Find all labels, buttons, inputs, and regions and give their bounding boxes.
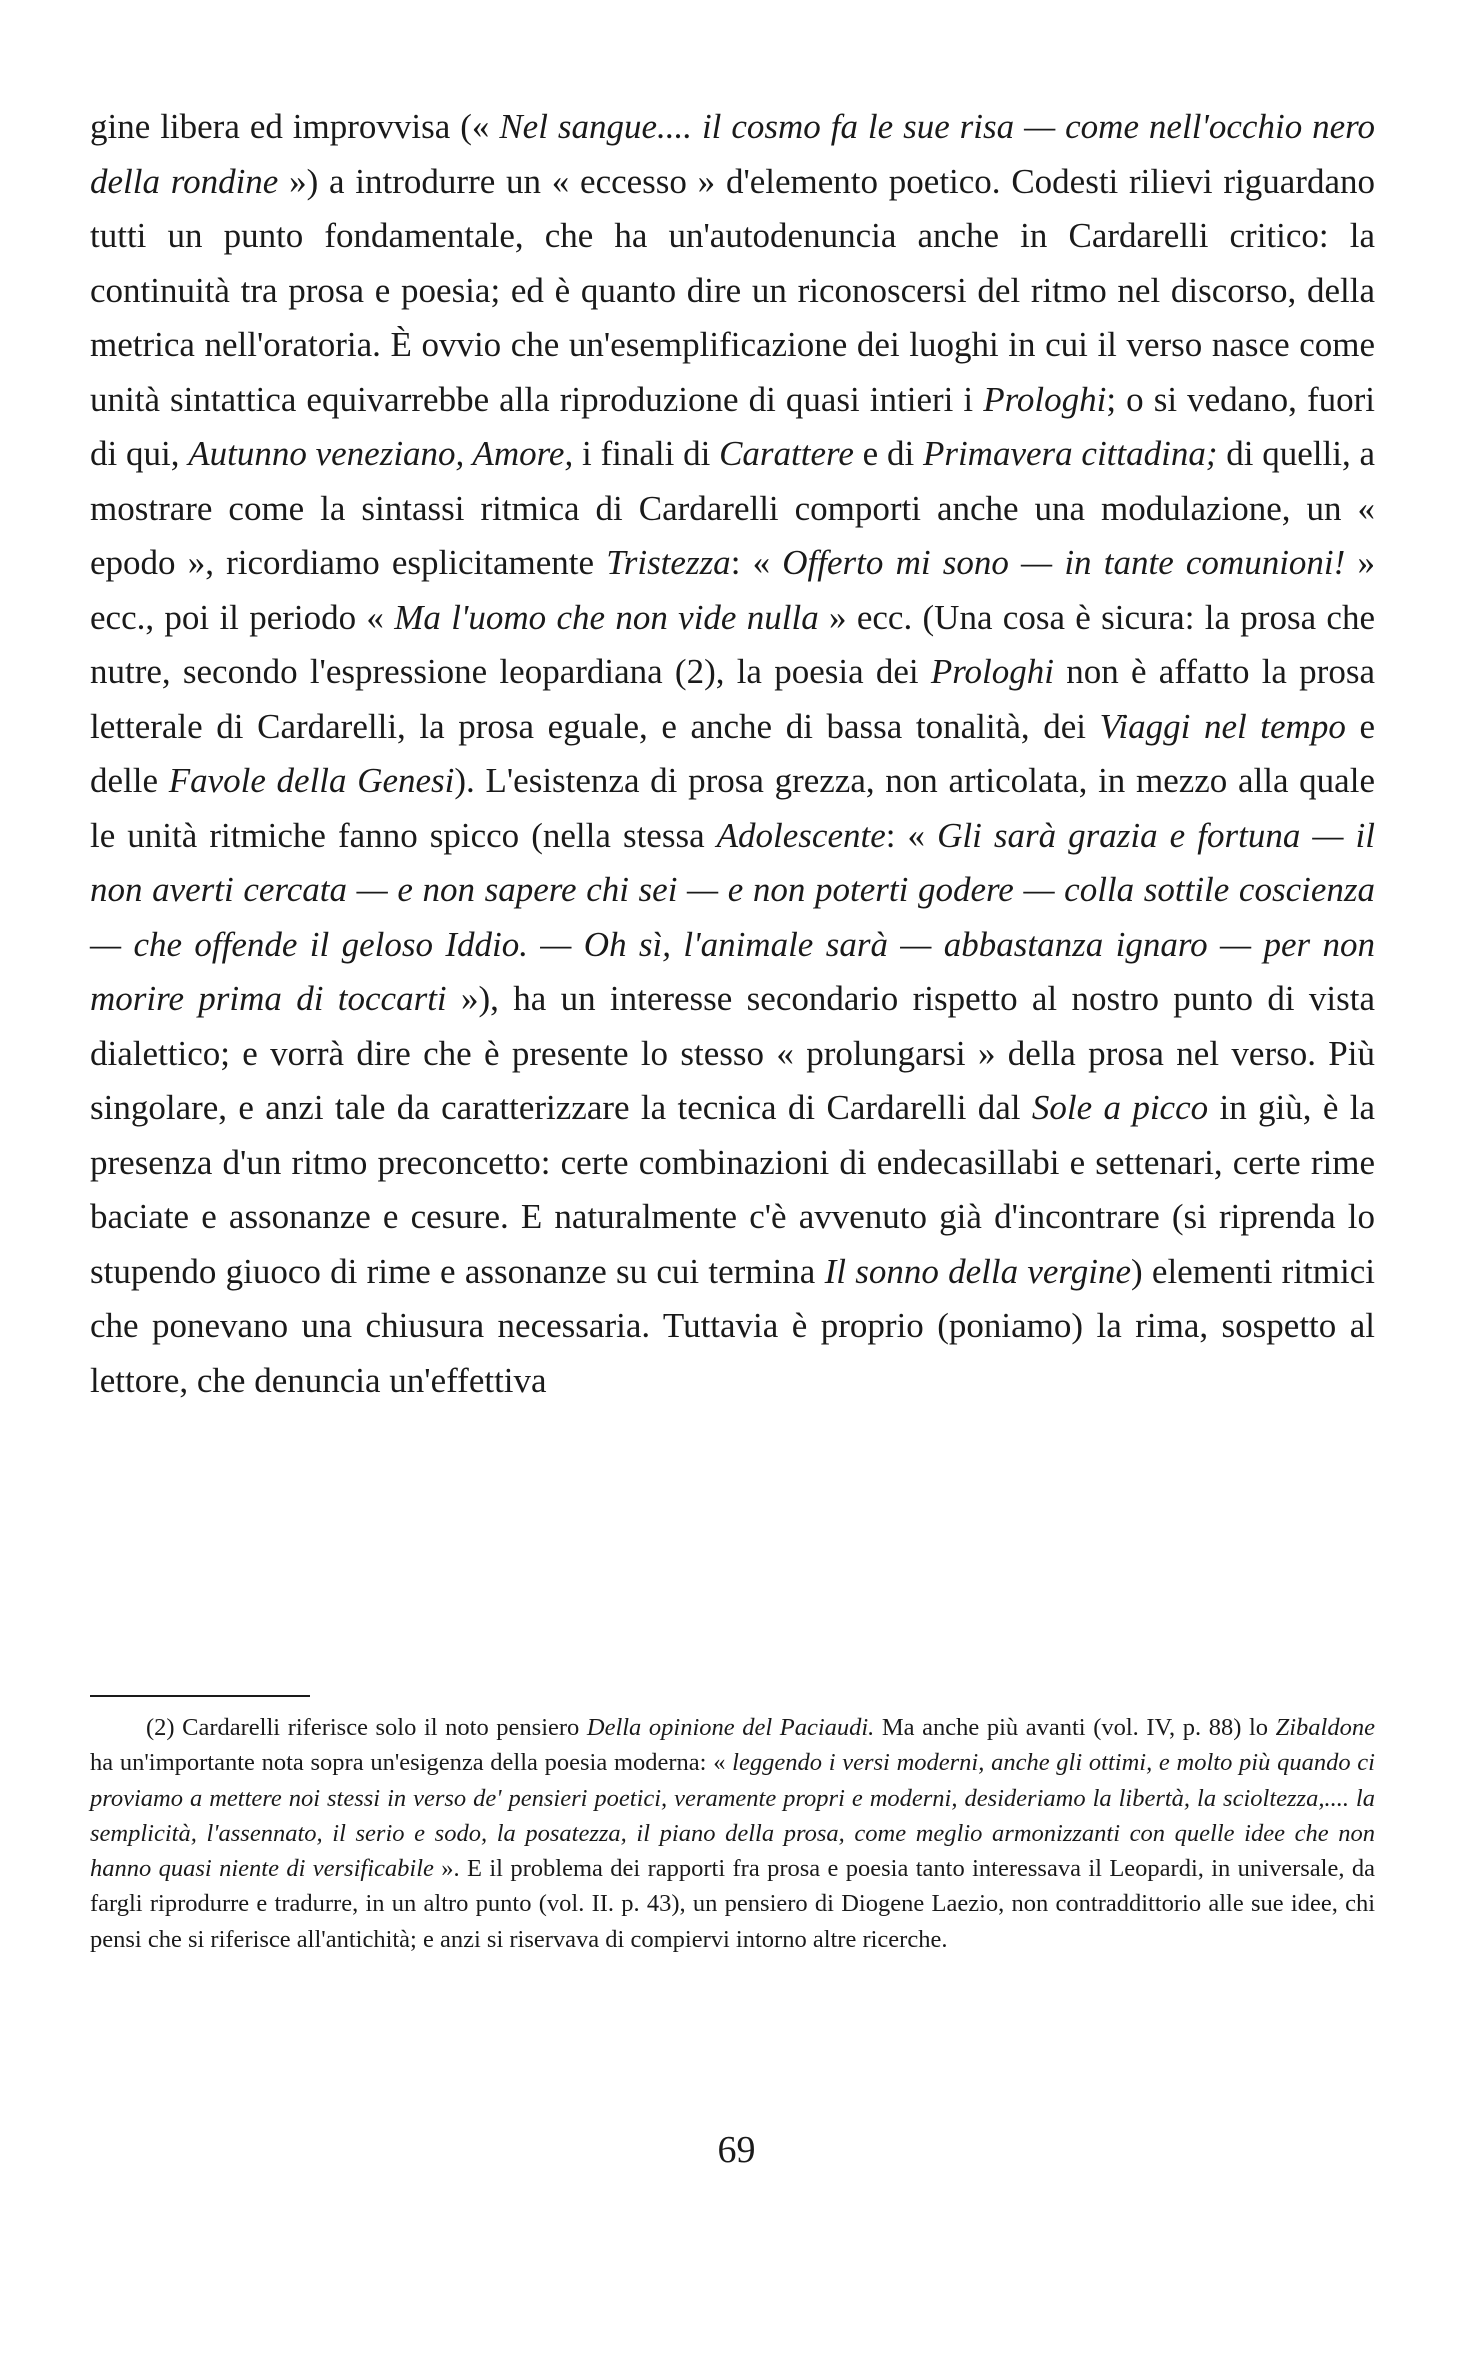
footnotes	[90, 1710, 1375, 1957]
footnote-segment: Della opinione del Paciaudi.	[586, 1714, 875, 1741]
body-segment: Sole a picco	[1031, 1088, 1209, 1127]
body-segment: Gli sarà grazia e fortuna — il non averti cercata — e non sapere chi sei — e non poterti godere — colla sottile coscienza — che offende il geloso Iddio. — Oh sì, l'animale sarà — abbastanza ignaro — per non morire prima di toccarti	[90, 815, 1375, 1018]
body-segment: Adolescente	[716, 815, 886, 855]
page-number: 69	[717, 2129, 756, 2171]
body-segment: di quelli, a mostrare come la sintassi ritmica di Cardarelli comporti anche una modulazione, un « epodo », ricordiamo esplicitamente	[90, 434, 1376, 582]
body-segment: gine libera ed improvvisa («	[90, 107, 500, 146]
body-segment: ») a introdurre un « eccesso » d'elemento poetico. Codesti rilievi riguardano tutti un punto fondamentale, che ha un'autodenuncia anche in Cardarelli critico: la continuità tra prosa e poesia; ed è quanto dire un riconoscersi del ritmo nel discorso, della metrica nell'oratoria. È ovvio che un'esemplificazione dei luoghi in cui il verso nasce come unità sintattica equivarrebbe alla riproduzione di quasi intieri i	[90, 161, 1375, 419]
footnote-segment: (2) Cardarelli riferisce solo il noto pensiero	[146, 1714, 587, 1741]
body-segment: e di	[853, 434, 923, 473]
body-segment: ). L'esistenza di prosa grezza, non articolata, in mezzo alla quale le unità ritmiche fanno spicco (nella stessa	[90, 761, 1375, 855]
body-segment: Carattere	[719, 434, 854, 473]
footnote-2	[90, 1710, 1375, 1957]
main-text	[90, 100, 1375, 1408]
body-segment: Il sonno della vergine	[824, 1251, 1131, 1291]
body-segment: non è affatto la prosa letterale di Cardarelli, la prosa eguale, e anche di bassa tonalità, dei	[90, 652, 1375, 746]
body-segment: in giù, è la presenza d'un ritmo preconcetto: certe combinazioni di endecasillabi e settenari, certe rime baciate e assonanze e cesure. E naturalmente c'è avvenuto già d'incontrare (si riprenda lo stupendo giuoco di rime e assonanze su cui termina	[90, 1088, 1375, 1291]
body-segment: Nel sangue.... il cosmo fa le sue risa — come nell'occhio nero della rondine	[90, 107, 1375, 201]
body-segment: Autunno veneziano, Amore,	[188, 434, 574, 473]
footnote-segment: ». E il problema dei rapporti fra prosa e poesia tanto interessava il Leopardi, in universale, da fargli riprodurre e tradurre, in un altro punto (vol. II. p. 43), un pensiero di Diogene Laezio, non contraddittorio alle sue idee, chi pensi che si riferisce all'antichità; e anzi si riservava di compiervi intorno altre ricerche.	[90, 1855, 1375, 1953]
body-segment: Prologhi	[930, 652, 1055, 691]
body-segment: e delle	[90, 706, 1375, 800]
body-segment: Ma l'uomo che non vide nulla	[394, 597, 819, 637]
body-segment: Primavera cittadina;	[922, 434, 1218, 473]
body-segment: Offerto mi sono — in tante comunioni!	[782, 543, 1346, 582]
body-segment: ; o si vedano, fuori di qui,	[90, 379, 1375, 473]
footnote-segment: ha un'importante nota sopra un'esigenza della poesia moderna: «	[90, 1749, 733, 1777]
body-segment: » ecc., poi il periodo «	[90, 543, 1376, 637]
body-segment: ) elementi ritmici che ponevano una chiusura necessaria. Tuttavia è proprio (poniamo) la rima, sospetto al lettore, che denuncia un'effettiva	[90, 1251, 1375, 1400]
body-paragraph	[90, 100, 1375, 1408]
body-segment: i finali di	[573, 434, 720, 473]
footnote-segment: Zibaldone	[1275, 1714, 1375, 1741]
body-segment: »), ha un interesse secondario rispetto al nostro punto di vista dialettico; e vorrà dire che è presente lo stesso « prolungarsi » della prosa nel verso. Più singolare, e anzi tale da caratterizzare la tecnica di Cardarelli dal	[90, 979, 1375, 1127]
body-segment: : «	[730, 543, 783, 582]
body-segment: : «	[885, 815, 938, 855]
footnote-segment: Ma anche più avanti (vol. IV, p. 88) lo	[874, 1714, 1276, 1741]
body-segment: » ecc. (Una cosa è sicura: la prosa che nutre, secondo l'espressione leopardiana (2), la poesia dei	[90, 597, 1375, 691]
footnote-separator	[90, 1695, 310, 1697]
body-segment: Tristezza	[606, 543, 731, 582]
body-segment: Viaggi nel tempo	[1099, 706, 1346, 746]
body-segment: Favole della Genesi	[168, 761, 455, 800]
body-segment: Prologhi	[983, 379, 1107, 419]
footnote-segment: leggendo i versi moderni, anche gli ottimi, e molto più quando ci proviamo a mettere noi stessi in verso de' pensieri poetici, veramente propri e moderni, desideriamo la libertà, la scioltezza,.... la semplicità, l'assennato, il serio e sodo, la posatezza, il piano della prosa, come meglio armonizzanti con quelle idee che non hanno quasi niente di versificabile	[90, 1749, 1375, 1883]
